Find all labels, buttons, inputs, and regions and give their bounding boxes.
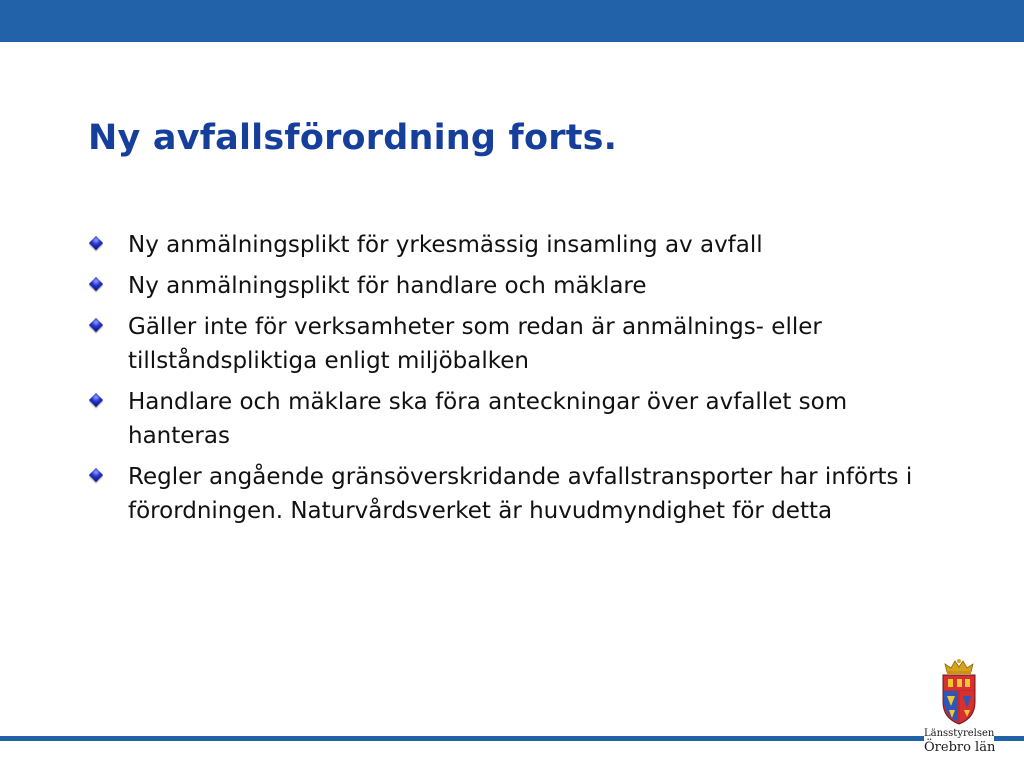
- diamond-bullet-icon: [89, 318, 103, 332]
- bullet-item: [88, 310, 948, 378]
- bullet-text: Ny anmälningsplikt för handlare och mäklare: [128, 273, 647, 299]
- top-bar: [0, 0, 1024, 42]
- bullet-text: Handlare och mäklare ska föra anteckningar över avfallet som hanteras: [128, 389, 848, 449]
- bullet-text: Ny anmälningsplikt för yrkesmässig insamling av avfall: [128, 232, 763, 258]
- diamond-bullet-icon: [89, 468, 103, 482]
- bottom-rule: [0, 736, 1024, 741]
- diamond-bullet-icon: [89, 393, 103, 407]
- coat-of-arms-icon: [937, 658, 981, 726]
- logo-agency-name: Länsstyrelsen: [924, 728, 995, 739]
- bullet-item: [88, 228, 948, 262]
- bullet-text: Regler angående gränsöverskridande avfallstransporter har införts i förordningen. Naturvårdsverket är huvudmyndighet för detta: [128, 464, 913, 524]
- bullet-item: [88, 269, 948, 303]
- bullet-item: [88, 385, 948, 453]
- diamond-bullet-icon: [89, 277, 103, 291]
- bullet-text: Gäller inte för verksamheter som redan är anmälnings- eller tillståndspliktiga enligt miljöbalken: [128, 314, 822, 374]
- bullet-list: [88, 228, 948, 535]
- lansstyrelsen-logo: [924, 656, 994, 766]
- bullet-item: [88, 460, 948, 528]
- logo-county-name: Örebro län: [924, 740, 996, 755]
- diamond-bullet-icon: [89, 236, 103, 250]
- slide-title: Ny avfallsförordning forts.: [88, 118, 618, 158]
